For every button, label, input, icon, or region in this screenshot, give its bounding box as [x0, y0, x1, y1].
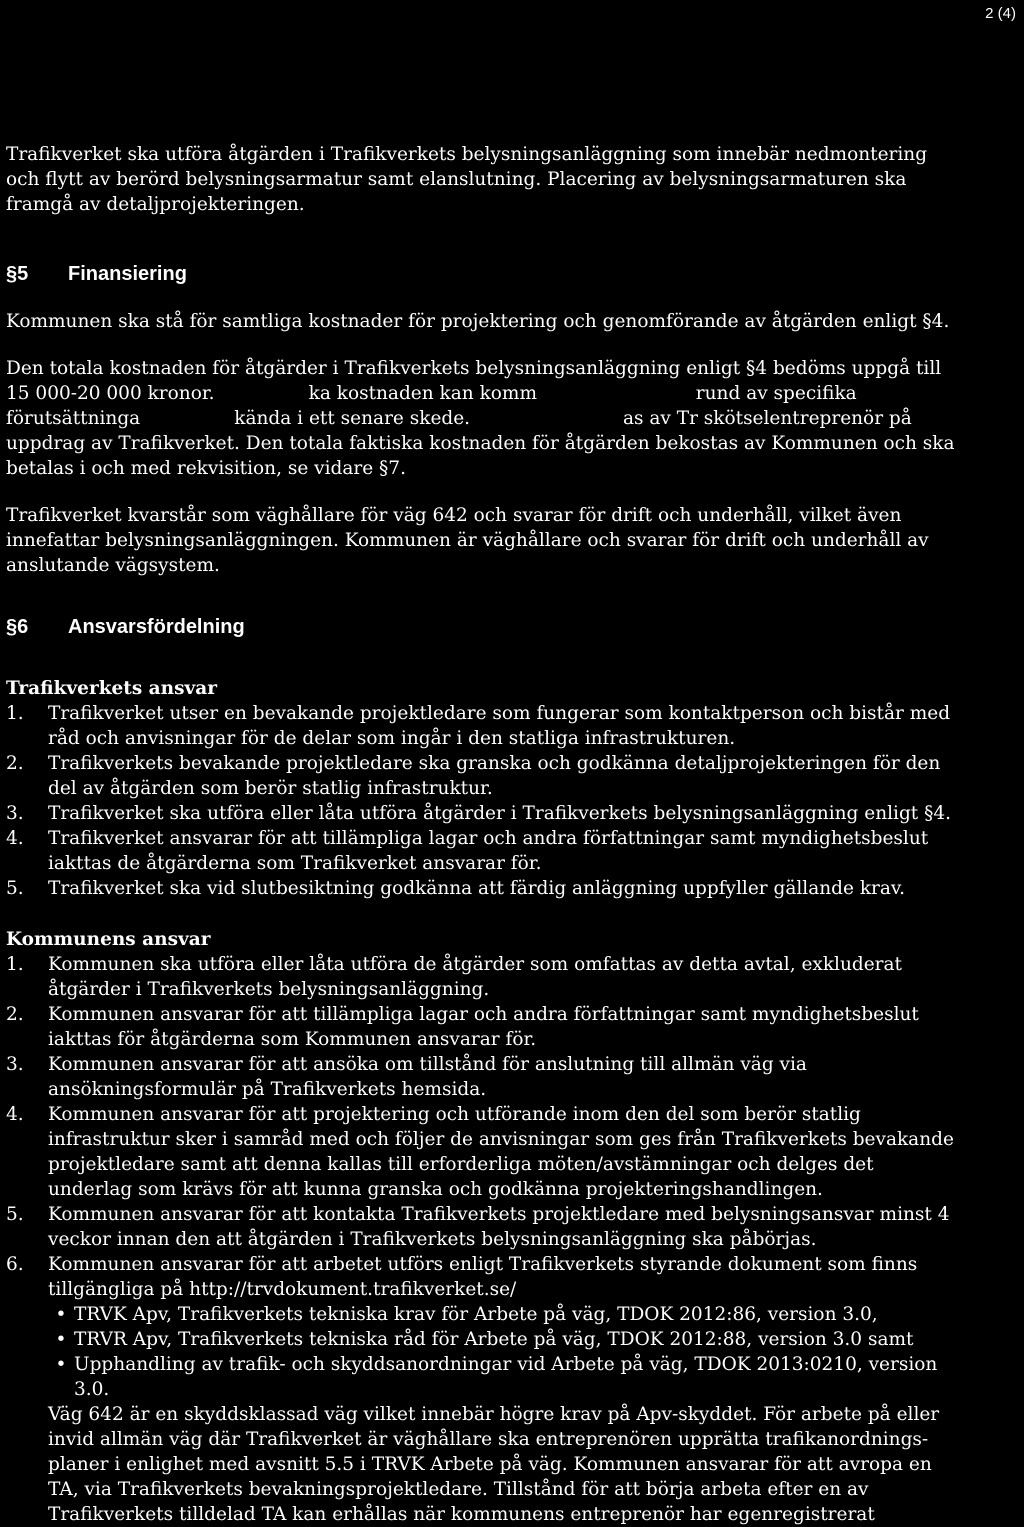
list-item: 5. Kommunen ansvarar för att kontakta Trafikverkets projektledare med belysningsansvar minst 4 veckor innan den att åtgärden i Trafikverkets belysningsanläggning ska påbörjas. — [6, 1204, 950, 1250]
section-5-heading — [6, 261, 956, 287]
section-5-number: §5 — [6, 263, 29, 285]
section-5-paragraph-1: Kommunen ska stå för samtliga kostnader för projektering och genomförande av åtgärden enligt §4. — [6, 311, 950, 332]
page-number: 2 (4) — [985, 5, 1016, 22]
list-item: 2. Trafikverkets bevakande projektledare ska granska och godkänna detaljprojekteringen för den del av åtgärden som berör statlig infrastruktur. — [6, 753, 941, 799]
list-item: 4. Trafikverket ansvarar för att tillämpliga lagar och andra författningar samt myndighetsbeslut iakttas de åtgärderna som Trafikverket ansvarar för. — [6, 828, 929, 874]
document-body — [6, 142, 961, 1527]
section-5-paragraph-3: Trafikverket kvarstår som väghållare för väg 642 och svarar för drift och underhåll, vilket även innefattar belysningsanläggningen. Kommunen är väghållare och svarar för drift och underhåll av anslutande vägsystem. — [6, 505, 929, 576]
section-6-title: Ansvarsfördelning — [68, 616, 245, 638]
kommunen-responsibility-list — [6, 952, 956, 1527]
section-6-number: §6 — [6, 616, 29, 638]
list-item: 2. Kommunen ansvarar för att tillämpliga lagar och andra författningar samt myndighetsbeslut iakttas för åtgärderna som Kommunen ansvarar för. — [6, 1004, 919, 1050]
bullet-item: • TRVK Apv, Trafikverkets tekniska krav för Arbete på väg, TDOK 2012:86, version 3.0, — [48, 1302, 956, 1327]
bullet-item: • Upphandling av trafik- och skyddsanordningar vid Arbete på väg, TDOK 2013:0210, version 3.0. — [48, 1352, 956, 1402]
document-bullet-list — [48, 1302, 956, 1402]
kommunen-responsibility-heading: Kommunens ansvar — [6, 929, 211, 950]
list-item: 4. Kommunen ansvarar för att projektering och utförande inom den del som berör statlig infrastruktur sker i samråd med och följer de anvisningar som ges från Trafikverkets bevakande projektledare samt att denna kallas till erforderliga möten/avstämningar och delges det underlag som krävs för att kunna granska och godkänna projekteringshandlingen. — [6, 1104, 954, 1200]
list-item: 1. Kommunen ska utföra eller låta utföra de åtgärder som omfattas av detta avtal, exkluderat åtgärder i Trafikverkets belysningsanläggning. — [6, 954, 902, 1000]
section-5-paragraph-2: Den totala kostnaden för åtgärder i Trafikverkets belysningsanläggning enligt §4 bedöms uppgå till 15 000-20 000 kronor. ka kostnaden kan komm rund av specifika förutsättninga kända i ett senare skede. as av Tr skötselentreprenör på uppdrag av Trafikverket. Den totala faktiska kostnaden för åtgärden bekostas av Kommunen och ska betalas i och med rekvisition, se vidare §7. — [6, 358, 961, 479]
bullet-item: • TRVR Apv, Trafikverkets tekniska råd för Arbete på väg, TDOK 2012:88, version 3.0 samt — [48, 1327, 956, 1352]
list-item: 5. Trafikverket ska vid slutbesiktning godkänna att färdig anläggning uppfyller gällande krav. — [6, 878, 906, 899]
list-item: 3. Kommunen ansvarar för att ansöka om tillstånd för anslutning till allmän väg via ansökningsformulär på Trafikverkets hemsida. — [6, 1054, 807, 1100]
list-item: 3. Trafikverket ska utföra eller låta utföra åtgärder i Trafikverkets belysningsanläggning enligt §4. — [6, 803, 952, 824]
closing-paragraph: Väg 642 är en skyddsklassad väg vilket innebär högre krav på Apv-skyddet. För arbete på eller invid allmän väg där Trafikverket är väghållare ska entreprenören upprätta trafikanordnings-planer i enlighet med avsnitt 5.5 i TRVK Arbete på väg. Kommunen ansvarar för att avropa en TA, via Trafikverkets bevakningsprojektledare. Tillstånd för att börja arbeta efter en av Trafikverkets tilldelad TA kan erhållas när kommunens entreprenör har egenregistrerat — [48, 1404, 940, 1525]
section-5-title: Finansiering — [68, 263, 187, 285]
trafikverket-responsibility-list — [6, 701, 956, 901]
list-item: 6. Kommunen ansvarar för att arbetet utförs enligt Trafikverkets styrande dokument som finns tillgängliga på http://trvdokument.trafikverket.se/ • TRVK Apv, Trafikverkets tekniska krav för Arbete på väg, TDOK 2012:86, version 3.0, • TRVR Apv, Trafikverkets tekniska råd för Arbete på väg, TDOK 2012:88, version 3.0 samt • Upphandling av trafik- och skyddsanordningar vid Arbete på väg, TDOK 2013:0210, version 3.0. Väg 642 är en skyddsklassad väg vilket innebär högre krav på Apv-skyddet. För arbete på eller invid allmän väg där Trafikverket är väghållare ska entreprenören upprätta trafikanordnings-planer i enlighet med avsnitt 5.5 i TRVK Arbete på väg. Kommunen ansvarar för att avropa en TA, via Trafikverkets bevakningsprojektledare. Tillstånd för att börja arbeta efter en av Trafikverkets tilldelad TA kan erhållas när kommunens entreprenör har egenregistrerat — [6, 1252, 956, 1527]
bullet-icon: • — [55, 1354, 67, 1375]
section-6-heading — [6, 614, 956, 640]
bullet-icon: • — [55, 1329, 67, 1350]
list-item: 1. Trafikverket utser en bevakande projektledare som fungerar som kontaktperson och bistår med råd och anvisningar för de delar som ingår i den statliga infrastrukturen. — [6, 703, 951, 749]
trafikverket-responsibility-heading: Trafikverkets ansvar — [6, 678, 218, 699]
bullet-icon: • — [55, 1304, 67, 1325]
intro-paragraph: Trafikverket ska utföra åtgärden i Trafikverkets belysningsanläggning som innebär nedmontering och flytt av berörd belysningsarmatur samt elanslutning. Placering av belysningsarmaturen ska framgå av detaljprojekteringen. — [6, 144, 928, 215]
